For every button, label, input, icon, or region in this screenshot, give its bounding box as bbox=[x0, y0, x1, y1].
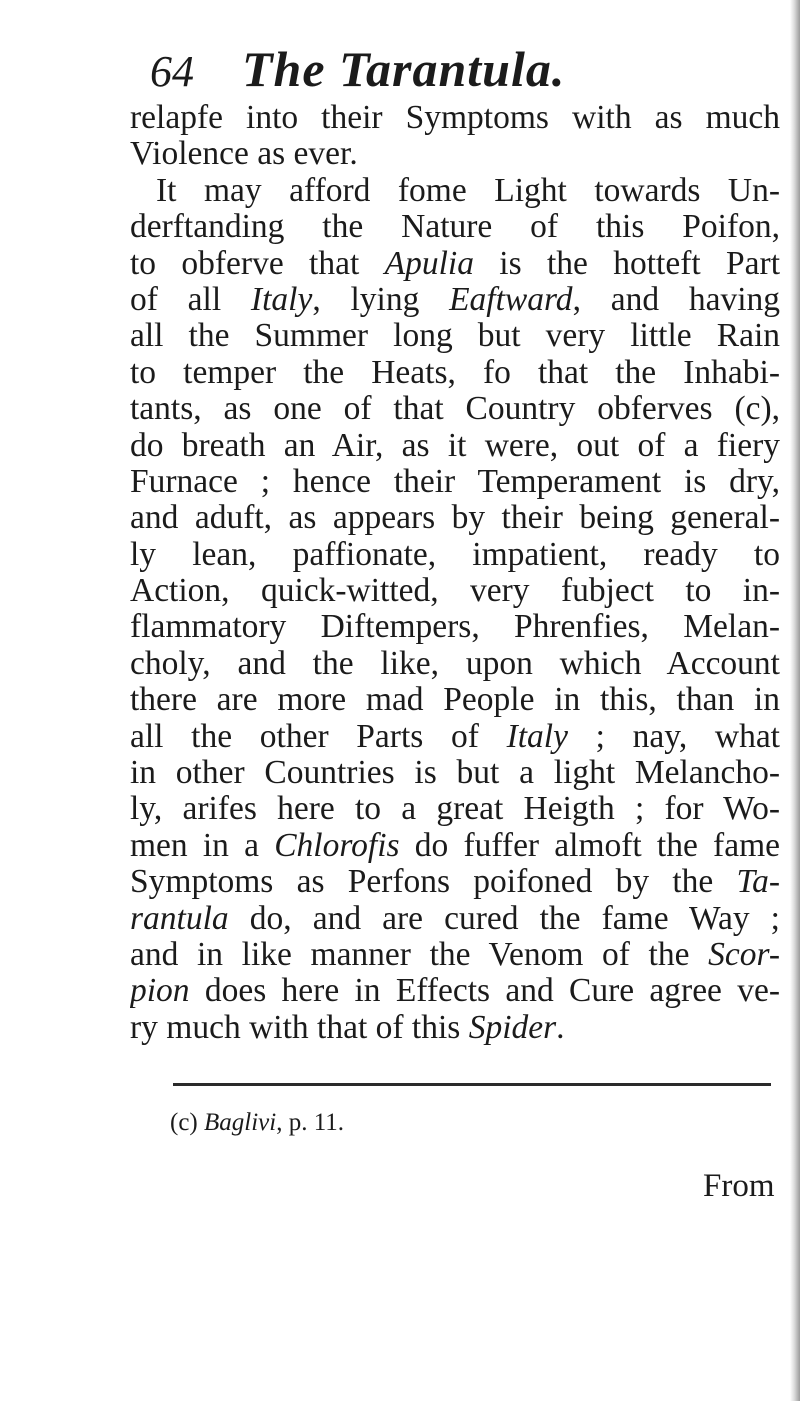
text-line: Action, quick-witted, very fubject to in- bbox=[130, 573, 780, 610]
text-line: in other Countries is but a light Melancho- bbox=[130, 755, 780, 792]
page-number: 64 bbox=[150, 47, 194, 96]
text-line: there are more mad People in this, than in bbox=[130, 682, 780, 719]
text-line: pion does here in Effects and Cure agree ve- bbox=[130, 973, 780, 1010]
text-line: ly lean, paffionate, impatient, ready to bbox=[130, 536, 780, 573]
text-line: all the other Parts of Italy ; nay, what bbox=[130, 718, 780, 755]
text-line: ry much with that of this Spider. bbox=[130, 1009, 565, 1046]
text-line: derftanding the Nature of this Poifon, bbox=[130, 209, 780, 246]
text-line: men in a Chlorofis do fuffer almoft the fame bbox=[130, 827, 780, 864]
text-line: It may afford fome Light towards Un- bbox=[156, 172, 780, 209]
text-line: and in like manner the Venom of the Scor- bbox=[130, 936, 780, 973]
text-line: flammatory Diftempers, Phrenfies, Melan- bbox=[130, 609, 780, 646]
footnote-rule bbox=[173, 1083, 771, 1086]
text-line: choly, and the like, upon which Account bbox=[130, 645, 780, 682]
text-line: Furnace ; hence their Temperament is dry, bbox=[130, 463, 780, 500]
text-line: to temper the Heats, fo that the Inhabi- bbox=[130, 354, 780, 391]
catchword: From bbox=[703, 1168, 775, 1204]
running-title: The Tarantula. bbox=[242, 41, 566, 97]
text-line: rantula do, and are cured the fame Way ; bbox=[130, 900, 780, 937]
text-line: ly, arifes here to a great Heigth ; for Wo- bbox=[130, 791, 780, 828]
text-line: Violence as ever. bbox=[130, 136, 358, 173]
text-line: all the Summer long but very little Rain bbox=[130, 318, 780, 355]
footnote: (c) Baglivi, p. 11. bbox=[170, 1109, 345, 1136]
text-line: Symptoms as Perfons poifoned by the Ta- bbox=[130, 864, 780, 901]
body-text bbox=[130, 100, 780, 1046]
text-line: tants, as one of that Country obferves (c), bbox=[130, 391, 780, 428]
page-edge-shadow bbox=[790, 0, 800, 1401]
text-line: of all Italy, lying Eaftward, and having bbox=[130, 281, 780, 318]
page-header bbox=[150, 40, 565, 100]
text-line: relapfe into their Symptoms with as much bbox=[130, 100, 780, 136]
text-line: to obferve that Apulia is the hotteft Part bbox=[130, 245, 780, 282]
text-line: and aduft, as appears by their being general- bbox=[130, 500, 780, 537]
text-line: do breath an Air, as it were, out of a fiery bbox=[130, 427, 780, 464]
